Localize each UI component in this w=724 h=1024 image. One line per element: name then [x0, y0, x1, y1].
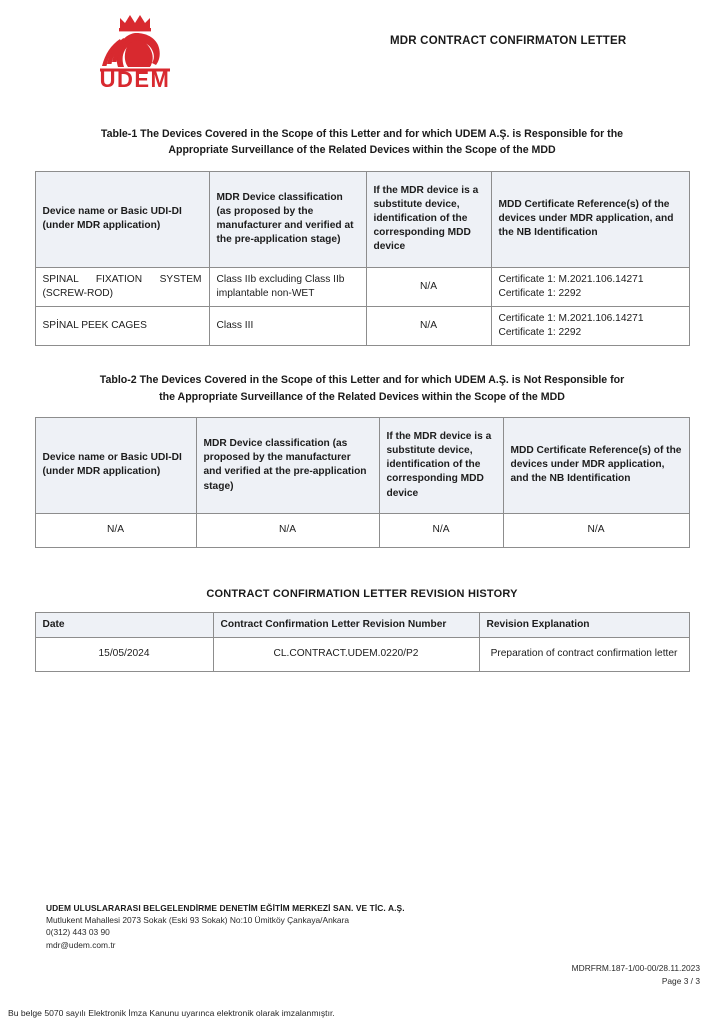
footer-address-block	[46, 902, 405, 951]
table2-r0-certificate: N/A	[503, 513, 689, 547]
table-row	[35, 306, 689, 345]
table1-col-mdr-classification: MDR Device classification (as proposed by the manufacturer and verified at the pre-application stage)	[209, 171, 366, 267]
footer-phone: 0(312) 443 03 90	[46, 927, 110, 938]
footer-company-name: UDEM ULUSLARARASI BELGELENDİRME DENETİM EĞİTİM MERKEZİ SAN. VE TİC. A.Ş.	[46, 903, 405, 913]
footer-doc-reference: MDRFRM.187-1/00-00/28.11.2023	[571, 963, 700, 973]
revision-history-title: CONTRACT CONFIRMATION LETTER REVISION HISTORY	[206, 587, 518, 600]
table1-r0-device: SPINAL FIXATION SYSTEM (SCREW-ROD)	[35, 267, 209, 306]
table2-col-device-name: Device name or Basic UDI-DI (under MDR application)	[35, 417, 196, 513]
table1-header-row	[35, 171, 689, 267]
footer-page-number: Page 3 / 3	[661, 975, 700, 986]
table1-r1-classification: Class III	[209, 306, 366, 345]
table2-col-mdd-certificate: MDD Certificate Reference(s) of the devices under MDR application, and the NB Identification	[503, 417, 689, 513]
table2-r0-classification: N/A	[196, 513, 379, 547]
table1-r1-substitute: N/A	[366, 306, 491, 345]
table-row	[35, 267, 689, 306]
table1-r0-certificate	[491, 267, 689, 306]
table-revision-history	[35, 612, 690, 672]
certificate-line: Certificate 1: 2292	[498, 327, 582, 339]
table2-caption: Tablo-2 The Devices Covered in the Scope of this Letter and for which UDEM A.Ş. is Not Responsible for the Appropriate Surveillance of the Related Devices within the Scope of the MDD	[99, 374, 625, 403]
table1-col-mdd-certificate: MDD Certificate Reference(s) of the devices under MDR application, and the NB Identification	[491, 171, 689, 267]
certificate-line: Certificate 1: 2292	[498, 287, 582, 299]
table1-r0-substitute: N/A	[366, 267, 491, 306]
table-devices-not-responsible	[35, 417, 690, 548]
table1-r0-classification: Class IIb excluding Class IIb implantable non-WET	[209, 267, 366, 306]
revision-r0-explanation: Preparation of contract confirmation letter	[479, 638, 689, 672]
revision-r0-number: CL.CONTRACT.UDEM.0220/P2	[213, 638, 479, 672]
table2-r0-device: N/A	[35, 513, 196, 547]
page-footer	[0, 894, 724, 1024]
table1-caption: Table-1 The Devices Covered in the Scope of this Letter and for which UDEM A.Ş. is Responsible for the Appropriate Surveillance of the Related Devices within the Scope of the MDD	[100, 128, 624, 157]
table1-col-device-name: Device name or Basic UDI-DI (under MDR application)	[35, 171, 209, 267]
revision-header-row	[35, 612, 689, 637]
certificate-line: Certificate 1: M.2021.106.14271	[498, 273, 644, 285]
revision-col-date: Date	[35, 612, 213, 637]
table2-header-row	[35, 417, 689, 513]
logo-svg	[88, 10, 182, 90]
udem-knight-crown-logo	[88, 10, 182, 90]
table2-r0-substitute: N/A	[379, 513, 503, 547]
table1-col-substitute-device: If the MDR device is a substitute device, identification of the corresponding MDD device	[366, 171, 491, 267]
table2-col-mdr-classification: MDR Device classification (as proposed by the manufacturer and verified at the pre-application stage)	[196, 417, 379, 513]
table1-r1-certificate	[491, 306, 689, 345]
footer-reference-block	[572, 962, 700, 987]
revision-col-number: Contract Confirmation Letter Revision Number	[213, 612, 479, 637]
footer-address-line: Mutlukent Mahallesi 2073 Sokak (Eski 93 Sokak) No:10 Ümitköy Çankaya/Ankara	[46, 915, 350, 926]
footer-email: mdr@udem.com.tr	[46, 939, 116, 950]
esignature-note: Bu belge 5070 sayılı Elektronik İmza Kanunu uyarınca elektronik olarak imzalanmıştır.	[8, 1008, 335, 1018]
certificate-line: Certificate 1: M.2021.106.14271	[498, 312, 644, 324]
table-row	[35, 513, 689, 547]
document-title: MDR CONTRACT CONFIRMATON LETTER	[390, 35, 627, 47]
page-header	[0, 0, 724, 92]
logo-wordmark: UDEM	[99, 67, 171, 90]
table1-r1-device: SPİNAL PEEK CAGES	[35, 306, 209, 345]
revision-col-explanation: Revision Explanation	[479, 612, 689, 637]
table-devices-responsible	[35, 171, 690, 346]
table-row	[35, 638, 689, 672]
table2-col-substitute-device: If the MDR device is a substitute device, identification of the corresponding MDD device	[379, 417, 503, 513]
revision-r0-date: 15/05/2024	[35, 638, 213, 672]
